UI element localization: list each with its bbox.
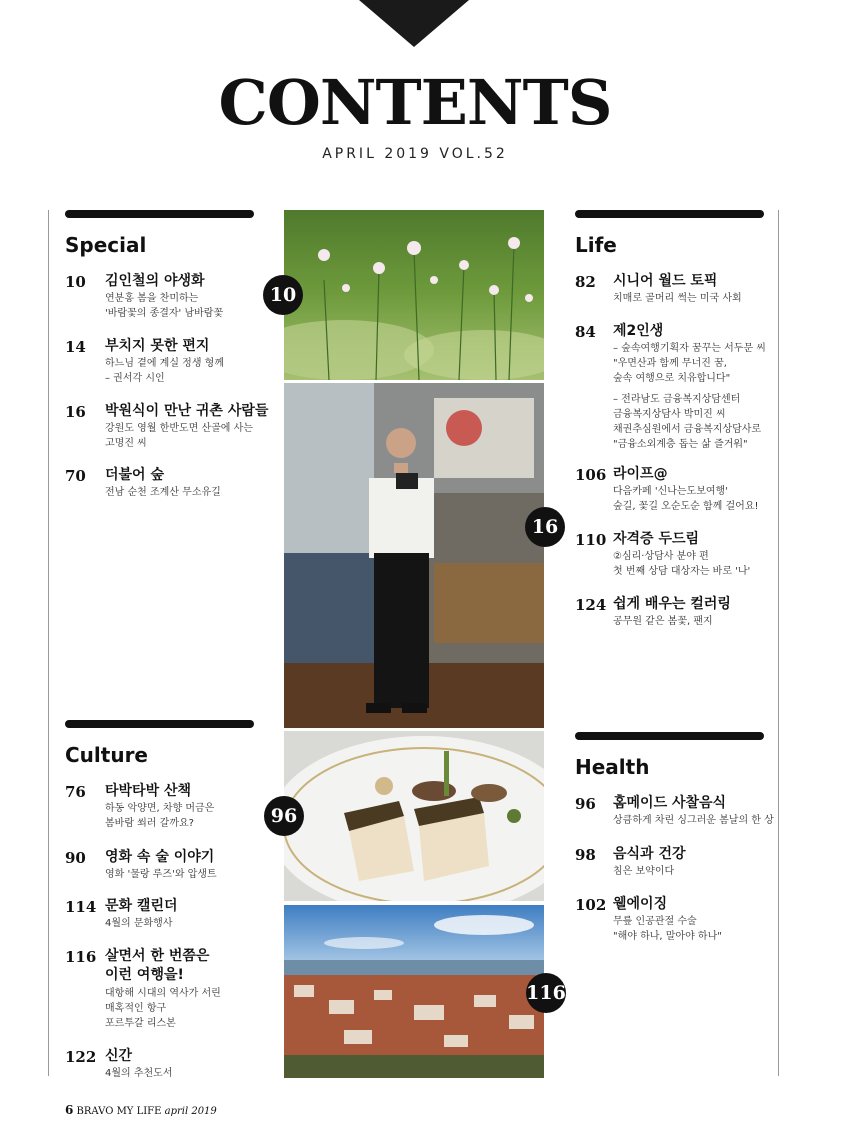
entry-title-line2: 이런 여행을!	[105, 967, 184, 983]
page-title: CONTENTS	[218, 66, 612, 139]
entry-page-number: 114	[65, 898, 97, 916]
entry-page-number: 16	[65, 403, 86, 421]
entry-description: 상큼하게 차린 싱그러운 봄날의 한 상	[613, 815, 774, 826]
entry-title: 제2인생	[613, 323, 664, 339]
entry-description: – 숲속여행기획자 꿈꾸는 서두문 씨 "우면산과 함께 무너진 꿈, 숲속 여행으로 치유합니다" – 전라남도 금융복지상담센터 금융복지상담사 박미진 씨 채권추심원에서 금융복지상담사로 "금융소외계층 돕는 삶 즐거워"	[613, 343, 766, 450]
entry-description: 4월의 추천도서	[105, 1068, 173, 1079]
footer-brand: BRAVO MY LIFE	[76, 1106, 162, 1117]
entry-description: 공무원 같은 봄꽃, 팬지	[613, 616, 713, 627]
top-triangle-decoration	[359, 0, 469, 47]
entry-description: 다음카페 '신나는도보여행' 숲길, 꽃길 오순도순 함께 걸어요!	[613, 486, 759, 512]
entry-description: 하동 악양면, 차향 머금은 봄바람 쐬러 갈까요?	[105, 803, 215, 829]
entry-page-number: 102	[575, 896, 607, 914]
entry-description: 침은 보약이다	[613, 866, 675, 877]
entry-title: 홈메이드 사찰음식	[613, 795, 727, 811]
entry-title: 자격증 두드림	[613, 531, 700, 547]
life-heading: Life	[575, 233, 617, 257]
entry-page-number: 76	[65, 783, 86, 801]
entry-page-number: 116	[65, 948, 97, 966]
life-section-bar	[575, 210, 764, 218]
page-badge: 96	[264, 796, 304, 836]
entry-title: 영화 속 술 이야기	[105, 849, 215, 865]
entry-page-number: 122	[65, 1048, 97, 1066]
page-footer	[65, 1103, 217, 1117]
entry-page-number: 124	[575, 596, 607, 614]
footer-date: april 2019	[164, 1106, 217, 1117]
entry-page-number: 84	[575, 323, 596, 341]
health-heading: Health	[575, 755, 650, 779]
entry-description: 영화 '물랑 루즈'와 압생트	[105, 869, 217, 880]
page-badge: 16	[525, 507, 565, 547]
entry-title: 쉽게 배우는 컬러링	[613, 596, 731, 612]
entry-title: 더불어 숲	[105, 467, 164, 483]
entry-page-number: 98	[575, 846, 596, 864]
entry-description: 연분홍 봄을 찬미하는 '바람꽃의 종결자' 남바람꽃	[105, 293, 224, 319]
wildflower-photo	[284, 210, 544, 380]
lisbon-photo	[284, 905, 544, 1078]
entry-title: 웰에이징	[613, 896, 668, 912]
entry-page-number: 90	[65, 849, 86, 867]
entry-page-number: 14	[65, 338, 86, 356]
special-section-bar	[65, 210, 254, 218]
footer-page-number: 6	[65, 1103, 74, 1117]
page-badge: 116	[526, 973, 566, 1013]
entry-page-number: 96	[575, 795, 596, 813]
entry-page-number: 70	[65, 467, 86, 485]
entry-title: 시니어 월드 토픽	[613, 273, 718, 289]
entry-page-number: 106	[575, 466, 607, 484]
entry-description: 대항해 시대의 역사가 서린 매혹적인 항구 포르투갈 리스본	[105, 988, 221, 1029]
entry-description: 치매로 골머리 썩는 미국 사회	[613, 293, 742, 304]
special-heading: Special	[65, 233, 147, 257]
entry-page-number: 82	[575, 273, 596, 291]
entry-title: 문화 캘린더	[105, 898, 178, 914]
page-badge: 10	[263, 275, 303, 315]
right-divider-line	[778, 210, 779, 1076]
left-divider-line	[48, 210, 49, 1076]
culture-heading: Culture	[65, 743, 148, 767]
entry-title: 부치지 못한 편지	[105, 338, 210, 354]
entry-title: 박원식이 만난 귀촌 사람들	[105, 403, 269, 419]
entry-description: 무릎 인공관절 수술 "해야 하나, 말아야 하나"	[613, 916, 722, 942]
entry-description: 4월의 문화행사	[105, 918, 173, 929]
entry-description: 강원도 영월 한반도면 산골에 사는 고명진 씨	[105, 423, 253, 449]
entry-title: 살면서 한 번쯤은	[105, 948, 210, 964]
entry-page-number: 110	[575, 531, 607, 549]
entry-description: 전남 순천 조계산 무소유길	[105, 487, 221, 498]
entry-title: 타박타박 산책	[105, 783, 192, 799]
entry-title: 라이프@	[613, 466, 668, 482]
temple-food-photo	[284, 731, 544, 901]
entry-description: 하느님 곁에 계실 정생 형께 – 권서각 시인	[105, 358, 224, 384]
entry-description: ②심리·상담사 분야 편 첫 번째 상담 대상자는 바로 '나'	[613, 551, 751, 577]
entry-title: 음식과 건강	[613, 846, 686, 862]
culture-section-bar	[65, 720, 254, 728]
entry-title: 김인철의 야생화	[105, 273, 205, 289]
entry-title: 신간	[105, 1048, 133, 1064]
health-section-bar	[575, 732, 764, 740]
entry-page-number: 10	[65, 273, 86, 291]
issue-subtitle: APRIL 2019 VOL.52	[322, 146, 508, 162]
photographer-photo	[284, 383, 544, 728]
